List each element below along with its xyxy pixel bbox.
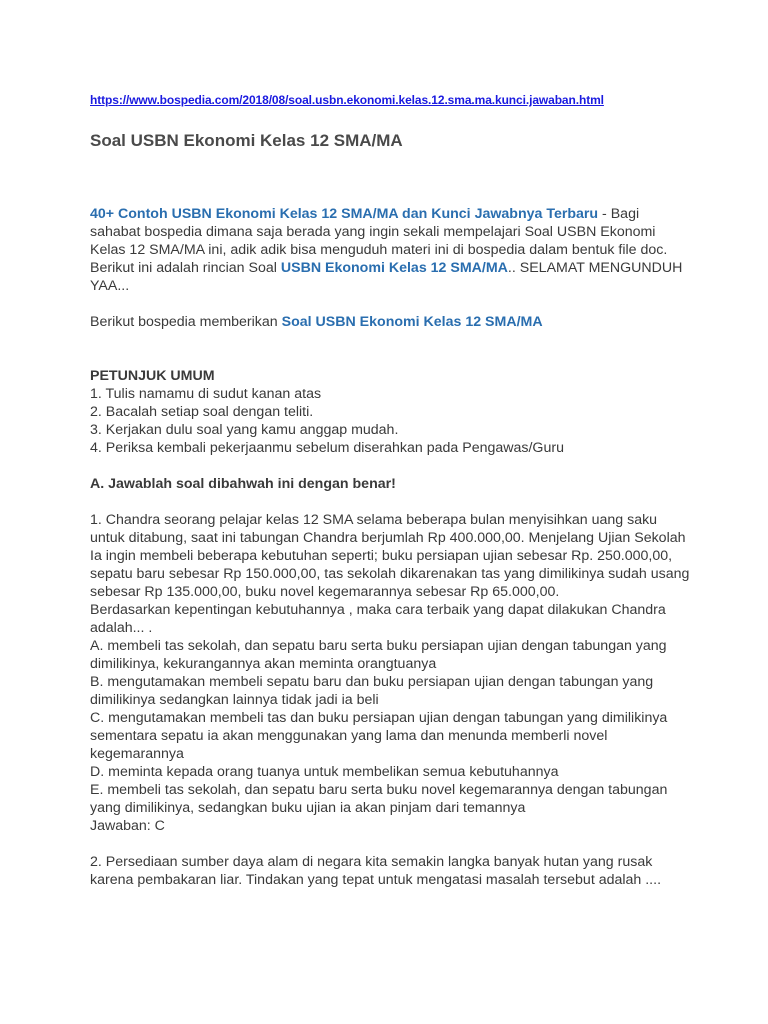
question-2-text: 2. Persediaan sumber daya alam di negara kita semakin langka banyak hutan yang rusak karena pembakaran liar. Tindakan yang tepat untuk mengatasi masalah tersebut adalah .... xyxy=(90,854,662,888)
question-1-option-e: E. membeli tas sekolah, dan sepatu baru serta buku novel kegemarannya dengan tabungan yang dimilikinya, sedangkan buku ujian ia akan pinjam dari temannya xyxy=(90,782,668,816)
page-title: Soal USBN Ekonomi Kelas 12 SMA/MA xyxy=(90,131,403,150)
question-1-text: 1. Chandra seorang pelajar kelas 12 SMA selama beberapa bulan menyisihkan uang saku untuk ditabung, saat ini tabungan Chandra berjumlah Rp 400.000,00. Menjelang Ujian Sekolah Ia ingin membeli beberapa kebutuhan seperti; buku persiapan ujian sebesar Rp. 250.000,00, sepatu baru sebesar Rp 150.000,00, tas sekolah dikarenakan tas yang dimilikinya sudah usang sebesar Rp 135.000,00, buku novel kegemarannya sebesar Rp 65.000,00. xyxy=(90,512,690,600)
intro2-paragraph xyxy=(90,313,690,331)
petunjuk-item: 4. Periksa kembali pekerjaanmu sebelum diserahkan pada Pengawas/Guru xyxy=(90,440,564,456)
question-1-option-c: C. mengutamakan membeli tas dan buku persiapan ujian dengan tabungan yang dimilikinya sementara sepatu ia akan menggunakan yang lama dan menunda memberli novel kegemarannya xyxy=(90,710,668,762)
intro2-link-soal[interactable]: Soal USBN Ekonomi Kelas 12 SMA/MA xyxy=(281,314,543,330)
intro-link-contoh[interactable]: 40+ Contoh USBN Ekonomi Kelas 12 SMA/MA dan Kunci Jawabnya Terbaru xyxy=(90,206,599,222)
petunjuk-item: 1. Tulis namamu di sudut kanan atas xyxy=(90,386,322,402)
question-1-option-b: B. mengutamakan membeli sepatu baru dan buku persiapan ujian dengan tabungan yang dimilikinya sedangkan lainnya tidak jadi ia beli xyxy=(90,674,654,708)
petunjuk-heading: PETUNJUK UMUM xyxy=(90,368,215,384)
intro-text-1: - Bagi sahabat bospedia dimana saja berada yang ingin sekali mempelajari Soal USBN Ekonomi Kelas 12 SMA/MA ini, adik adik bisa menguduh materi ini di bospedia dalam bentuk file doc. Berikut ini adalah rincian Soal xyxy=(90,206,668,276)
question-1-prompt: Berdasarkan kepentingan kebutuhannya , maka cara terbaik yang dapat dilakukan Chandra adalah... . xyxy=(90,602,666,636)
question-1-answer: Jawaban: C xyxy=(90,818,165,834)
source-url-link[interactable]: https://www.bospedia.com/2018/08/soal.usbn.ekonomi.kelas.12.sma.ma.kunci.jawaban.html xyxy=(90,93,604,107)
question-1-option-a: A. membeli tas sekolah, dan sepatu baru serta buku persiapan ujian dengan tabungan yang dimilikinya, kekurangannya akan meminta orangtuanya xyxy=(90,638,667,672)
article-body xyxy=(90,205,690,889)
intro-paragraph xyxy=(90,205,690,295)
intro2-text: Berikut bospedia memberikan xyxy=(90,314,282,330)
petunjuk-item: 3. Kerjakan dulu soal yang kamu anggap mudah. xyxy=(90,422,399,438)
question-1-option-d: D. meminta kepada orang tuanya untuk membelikan semua kebutuhannya xyxy=(90,764,559,780)
section-a-heading: A. Jawablah soal dibahwah ini dengan benar! xyxy=(90,476,396,492)
intro-text-2: .. SELAMAT MENGUNDUH YAA... xyxy=(90,260,683,294)
petunjuk-item: 2. Bacalah setiap soal dengan teliti. xyxy=(90,404,314,420)
intro-link-usbn[interactable]: USBN Ekonomi Kelas 12 SMA/MA xyxy=(280,260,508,276)
